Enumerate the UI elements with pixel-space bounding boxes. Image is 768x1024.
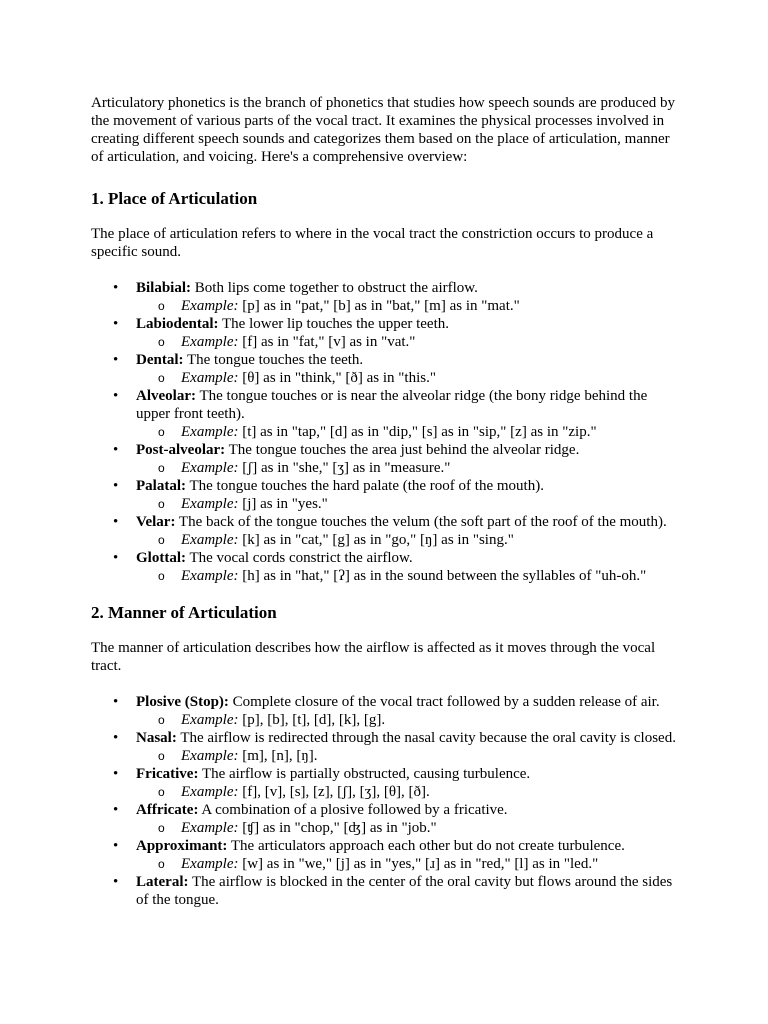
term-label: Nasal: (136, 730, 177, 746)
list-item (91, 693, 680, 729)
example-text: [j] as in "yes." (238, 496, 328, 512)
term-definition: The articulators approach each other but do not create turbulence. (227, 838, 625, 854)
term-label: Lateral: (136, 874, 189, 890)
example-list (136, 711, 680, 729)
bullet-icon: • (113, 388, 119, 404)
term-definition: Complete closure of the vocal tract followed by a sudden release of air. (228, 694, 660, 710)
bullet-icon: • (113, 802, 119, 818)
term-definition: The back of the tongue touches the velum (the soft part of the roof of the mouth). (175, 514, 667, 530)
bullet-icon: • (113, 514, 119, 530)
example-list (136, 495, 680, 513)
sub-bullet-icon: o (158, 785, 165, 799)
sections-container (91, 189, 680, 909)
term-label: Dental: (136, 352, 184, 368)
list-item (91, 513, 680, 549)
example-label: Example: (181, 424, 239, 440)
example-text: [h] as in "hat," [ʔ] as in the sound between the syllables of "uh-oh." (238, 568, 647, 584)
term-definition: The vocal cords constrict the airflow. (186, 550, 413, 566)
term-label: Palatal: (136, 478, 186, 494)
term-definition: The tongue touches the hard palate (the roof of the mouth). (186, 478, 544, 494)
example-text: [ʃ] as in "she," [ʒ] as in "measure." (238, 460, 451, 476)
example-label: Example: (181, 370, 239, 386)
example-text: [m], [n], [ŋ]. (238, 748, 318, 764)
term-label: Fricative: (136, 766, 199, 782)
list-item (91, 873, 680, 909)
sub-bullet-icon: o (158, 497, 165, 511)
example-text: [w] as in "we," [j] as in "yes," [ɹ] as in "red," [l] as in "led." (238, 856, 599, 872)
example-text: [p], [b], [t], [d], [k], [g]. (238, 712, 386, 728)
list-item (91, 801, 680, 837)
example-item (136, 369, 680, 387)
example-list (136, 747, 680, 765)
sub-bullet-icon: o (158, 371, 165, 385)
sub-bullet-icon: o (158, 299, 165, 313)
sub-bullet-icon: o (158, 713, 165, 727)
example-label: Example: (181, 784, 239, 800)
section-1 (91, 189, 680, 585)
example-item (136, 333, 680, 351)
term-definition: Both lips come together to obstruct the airflow. (191, 280, 478, 296)
list-item (91, 477, 680, 513)
example-item (136, 531, 680, 549)
example-list (136, 297, 680, 315)
example-label: Example: (181, 496, 239, 512)
term-label: Affricate: (136, 802, 199, 818)
term-label: Velar: (136, 514, 176, 530)
term-definition: The lower lip touches the upper teeth. (218, 316, 450, 332)
bullet-icon: • (113, 838, 119, 854)
term-label: Post-alveolar: (136, 442, 226, 458)
term-label: Alveolar: (136, 388, 196, 404)
example-item (136, 495, 680, 513)
example-item (136, 711, 680, 729)
list-item (91, 387, 680, 441)
term-definition: The tongue touches or is near the alveolar ridge (the bony ridge behind the upper front teeth). (136, 388, 648, 422)
bullet-icon: • (113, 766, 119, 782)
example-item (136, 819, 680, 837)
example-label: Example: (181, 298, 239, 314)
example-text: [θ] as in "think," [ð] as in "this." (238, 370, 436, 386)
example-label: Example: (181, 856, 239, 872)
example-list (136, 369, 680, 387)
bullet-list (91, 279, 680, 585)
term-definition: The airflow is redirected through the nasal cavity because the oral cavity is closed. (176, 730, 676, 746)
sub-bullet-icon: o (158, 425, 165, 439)
example-label: Example: (181, 532, 239, 548)
section-heading: 1. Place of Articulation (91, 189, 258, 208)
bullet-icon: • (113, 730, 119, 746)
list-item (91, 549, 680, 585)
term-label: Plosive (Stop): (136, 694, 229, 710)
list-item (91, 837, 680, 873)
list-item (91, 441, 680, 477)
example-label: Example: (181, 712, 239, 728)
bullet-icon: • (113, 442, 119, 458)
bullet-icon: • (113, 874, 119, 890)
example-text: [ʧ] as in "chop," [ʤ] as in "job." (238, 820, 437, 836)
example-list (136, 531, 680, 549)
section-description: The manner of articulation describes how the airflow is affected as it moves through the vocal tract. (91, 640, 656, 674)
intro-paragraph: Articulatory phonetics is the branch of phonetics that studies how speech sounds are produced by the movement of various parts of the vocal tract. It examines the physical processes involved in creating different speech sounds and categorizes them based on the place of articulation, manner of articulation, and voicing. Here's a comprehensive overview: (91, 95, 676, 165)
example-label: Example: (181, 460, 239, 476)
term-label: Bilabial: (136, 280, 192, 296)
example-label: Example: (181, 568, 239, 584)
term-definition: The tongue touches the area just behind the alveolar ridge. (225, 442, 580, 458)
sub-bullet-icon: o (158, 857, 165, 871)
list-item (91, 279, 680, 315)
example-list (136, 855, 680, 873)
section-description: The place of articulation refers to where in the vocal tract the constriction occurs to produce a specific sound. (91, 226, 654, 260)
example-text: [p] as in "pat," [b] as in "bat," [m] as in "mat." (238, 298, 520, 314)
term-definition: A combination of a plosive followed by a fricative. (198, 802, 508, 818)
bullet-list (91, 693, 680, 909)
sub-bullet-icon: o (158, 461, 165, 475)
term-definition: The airflow is partially obstructed, causing turbulence. (198, 766, 531, 782)
example-list (136, 819, 680, 837)
example-list (136, 459, 680, 477)
list-item (91, 351, 680, 387)
bullet-icon: • (113, 694, 119, 710)
example-list (136, 333, 680, 351)
example-item (136, 567, 680, 585)
bullet-icon: • (113, 280, 119, 296)
example-label: Example: (181, 334, 239, 350)
example-list (136, 783, 680, 801)
example-item (136, 297, 680, 315)
bullet-icon: • (113, 352, 119, 368)
example-item (136, 423, 680, 441)
term-label: Approximant: (136, 838, 228, 854)
example-item (136, 459, 680, 477)
sub-bullet-icon: o (158, 749, 165, 763)
example-label: Example: (181, 820, 239, 836)
sub-bullet-icon: o (158, 569, 165, 583)
term-label: Labiodental: (136, 316, 219, 332)
sub-bullet-icon: o (158, 533, 165, 547)
sub-bullet-icon: o (158, 335, 165, 349)
list-item (91, 765, 680, 801)
section-heading: 2. Manner of Articulation (91, 603, 277, 622)
section-2 (91, 603, 680, 909)
list-item (91, 315, 680, 351)
term-label: Glottal: (136, 550, 186, 566)
example-text: [t] as in "tap," [d] as in "dip," [s] as in "sip," [z] as in "zip." (238, 424, 597, 440)
example-item (136, 783, 680, 801)
bullet-icon: • (113, 550, 119, 566)
example-text: [f] as in "fat," [v] as in "vat." (238, 334, 416, 350)
term-definition: The airflow is blocked in the center of the oral cavity but flows around the sides of the tongue. (136, 874, 673, 908)
example-label: Example: (181, 748, 239, 764)
example-item (136, 747, 680, 765)
bullet-icon: • (113, 478, 119, 494)
example-text: [k] as in "cat," [g] as in "go," [ŋ] as in "sing." (238, 532, 514, 548)
example-list (136, 567, 680, 585)
bullet-icon: • (113, 316, 119, 332)
sub-bullet-icon: o (158, 821, 165, 835)
example-item (136, 855, 680, 873)
term-definition: The tongue touches the teeth. (183, 352, 364, 368)
example-text: [f], [v], [s], [z], [ʃ], [ʒ], [θ], [ð]. (238, 784, 430, 800)
example-list (136, 423, 680, 441)
list-item (91, 729, 680, 765)
